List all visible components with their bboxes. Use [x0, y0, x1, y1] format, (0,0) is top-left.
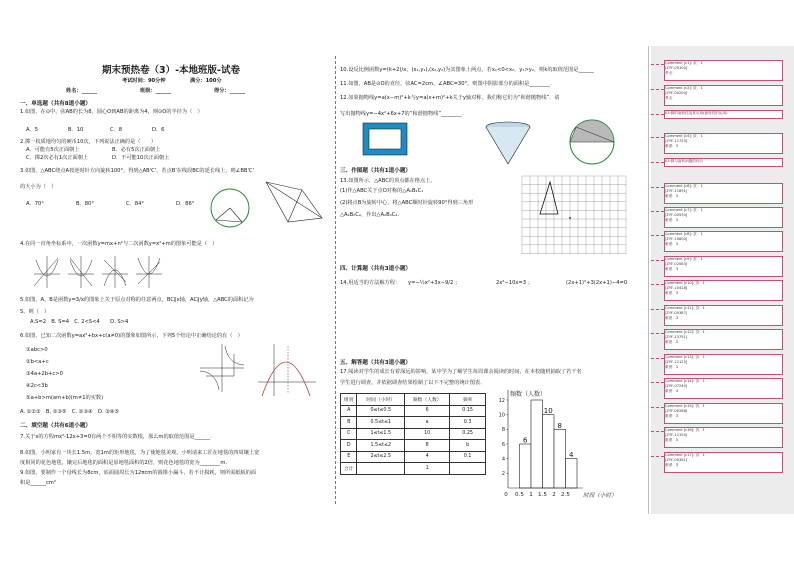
- comment-body: [ZYF-10600]: [665, 237, 688, 241]
- table-cell: 1: [405, 463, 450, 475]
- comment-body: 03:圆的旋转性及其应用(旋转性的运用): [665, 111, 728, 115]
- comment-body: [ZYF-00387]: [665, 311, 688, 315]
- q3-option-a: A．70°: [26, 201, 44, 207]
- comment-body: [ZYF-00200]: [665, 91, 688, 95]
- y-tick-label: 6: [501, 441, 505, 448]
- comment-box[interactable]: [664, 452, 783, 473]
- histogram-bar: [531, 400, 543, 488]
- question-11: 11.如图，AB是⊙O的直径，弦AC=2cm，∠ABC=30°，则图中阴影部分的面积是________.: [340, 81, 552, 87]
- table-cell: a: [405, 417, 450, 429]
- table-header: 频数（人数）: [405, 394, 450, 406]
- column-divider-right: [648, 46, 649, 514]
- histogram-bar: [520, 444, 532, 488]
- table-row: [341, 463, 486, 475]
- exam-time: 考试时间：90分钟: [122, 78, 166, 84]
- y-tick-label: 12: [498, 397, 505, 404]
- question-9-cont: 积是______cm²: [20, 480, 56, 486]
- comment-note: 难度：3: [665, 267, 679, 271]
- question-5: 5.如图，A、B是函数y=3/x的图象上关于原点对称的任意两点，BC∥x轴，AC∥y轴，△ABC的面积记为: [20, 297, 254, 303]
- table-cell: 0.5≤t≤1: [357, 417, 405, 429]
- question-12-cont: 写出抛物线y=−4x²+6x+7的“和谐抛物线”________.: [340, 111, 464, 117]
- student-score: 得分：______: [214, 88, 246, 94]
- comment-note: 难度：3: [665, 463, 679, 467]
- comment-title: Comment [c7]: 页：1: [665, 208, 703, 212]
- q11-circle-figure: [564, 116, 620, 168]
- comment-body: [ZYF-00381]: [665, 458, 688, 462]
- bar-data-label: 6: [523, 436, 528, 445]
- comment-box[interactable]: [664, 378, 783, 399]
- histogram-bar: [554, 429, 566, 488]
- comment-title: Comment [c1]: 页：1: [665, 61, 703, 65]
- question-8-cont: 度相同的花色地毯，镶完后地毯的面积是原地毯面积的2倍，则花色地毯的宽为________m.: [20, 460, 228, 466]
- q2-option-a: A．可能有5次正面朝上: [26, 147, 80, 153]
- comment-box[interactable]: [664, 354, 783, 375]
- comment-box[interactable]: [664, 110, 783, 119]
- comment-title: Comment [c14]: 页：1: [665, 379, 705, 383]
- comment-connector: [651, 260, 664, 261]
- table-cell: 1≤t≤1.5: [357, 428, 405, 440]
- question-12: 12.如果抛物线y=a(x−m)²+k与y=a(x+m)²+k关于y轴对称，我们称它们为“和谐抛物线”．请: [340, 95, 560, 101]
- question-8: 8.如图，小明家有一块长1.5m，宽1m的矩形地毯，为了使地毯美观，小明请来工匠在地毯的四周镶上宽: [20, 450, 260, 456]
- y-tick-label: 2: [501, 471, 505, 478]
- comment-connector: [651, 407, 664, 408]
- q9-cone-figure: [482, 120, 534, 166]
- comment-title: Comment [c15]: 页：1: [665, 404, 705, 408]
- question-5-cont: S，则（ ）: [20, 309, 50, 315]
- comment-title: Comment [c4]: 页：1: [665, 134, 703, 138]
- table-cell: [357, 463, 405, 475]
- table-cell: b: [450, 440, 486, 452]
- q1-option-a: A．5: [26, 127, 39, 133]
- x-tick-label: 0: [504, 492, 508, 498]
- question-3: 3.如图，△ABC绕点A按逆时针方向旋转100°，得到△AB'C'，若点B'在线段BC的延长线上，则∠BB'C': [20, 168, 254, 174]
- comment-title: Comment [c10]: 页：1: [665, 281, 705, 285]
- comment-box[interactable]: [664, 403, 783, 424]
- comment-body: [ZYF-00100]: [665, 66, 688, 70]
- comment-box[interactable]: [664, 427, 783, 448]
- q4-graph-options: [30, 252, 170, 290]
- section-drawing: 三、作图题（共有1道小题）: [340, 168, 412, 174]
- table-cell: 4: [405, 451, 450, 463]
- table-cell: 0.1: [450, 451, 486, 463]
- table-row: [341, 440, 486, 452]
- table-row: [341, 451, 486, 463]
- comment-note: 考点：: [665, 96, 676, 100]
- comment-box[interactable]: [664, 280, 783, 301]
- q3-rotation-figure: [262, 170, 332, 228]
- equation-3: (2x+1)²+3(2x+1)−4=0: [566, 280, 628, 286]
- comment-connector: [651, 64, 664, 65]
- x-tick-label: 2.5: [561, 492, 570, 498]
- comment-connector: [651, 162, 664, 163]
- comment-connector: [651, 309, 664, 310]
- comment-connector: [651, 382, 664, 383]
- comment-connector: [651, 358, 664, 359]
- y-tick-label: 8: [501, 427, 505, 434]
- page-title: 期末预热卷（3）-本地班版-试卷: [102, 65, 240, 76]
- equation-2: 2x²−10x=3 ；: [496, 280, 533, 286]
- student-class: 班级：______: [140, 88, 172, 94]
- q8-carpet-figure: [362, 122, 408, 156]
- comment-connector: [651, 235, 664, 236]
- frequency-histogram: [494, 386, 644, 504]
- comment-box[interactable]: [664, 207, 783, 228]
- comment-title: Comment [c8]: 页：1: [665, 232, 703, 236]
- comment-note: 难度：3: [665, 414, 679, 418]
- table-cell: E: [341, 451, 357, 463]
- q13-part-2: (2)将点B为旋转中心，将△ABC顺时针旋转90°得到三角形: [340, 200, 474, 206]
- table-cell: 1.5≤t≤2: [357, 440, 405, 452]
- table-row: [341, 417, 486, 429]
- q6-statement-2: ②b<a+c: [26, 359, 49, 365]
- q5-hyperbola-figure: [198, 342, 246, 394]
- table-cell: 6: [405, 405, 450, 417]
- comment-note: 难度：3: [665, 438, 679, 442]
- q13-part-1: (1)作△ABC关于点O对称的△A₁B₁C₁: [340, 188, 424, 194]
- table-header-row: [341, 394, 486, 406]
- comment-title: Comment [c17]: 页：1: [665, 453, 705, 457]
- comment-title: Comment [c13]: 页：1: [665, 355, 705, 359]
- comment-note: 难度：3: [665, 218, 679, 222]
- q1-option-c: C．8: [110, 127, 123, 133]
- table-cell: 0≤t≤0.5: [357, 405, 405, 417]
- comment-connector: [651, 137, 664, 138]
- table-cell: B: [341, 417, 357, 429]
- comment-body: [ZYF-02083]: [665, 262, 688, 266]
- x-axis-label: 时间（小时）: [583, 493, 617, 499]
- comment-title: Comment [c2]: 页：1: [665, 86, 703, 90]
- question-10: 10.设反比例函数y=(k+2)/x，(x₁,y₁),(x₂,y₂)为其图象上两点，若x₁<0<x₂，y₁>y₂，则k的取值范围是______: [340, 67, 595, 73]
- comment-body: [ZYF-00288]: [665, 409, 688, 413]
- frequency-table: [340, 393, 486, 475]
- question-3-cont: 的大小为（ ）: [20, 184, 57, 190]
- question-2: 2.掷一枚质地均匀的硬币10次，下列说法正确的是（ ）: [20, 139, 157, 145]
- comment-body: [ZYF-11753]: [665, 139, 688, 143]
- comment-note: 难度：3: [665, 242, 679, 246]
- q6-parabola-figure: [256, 342, 318, 398]
- comment-body: [ZYF-00550]: [665, 213, 688, 217]
- q6-statement-3: ③4a+2b+c>0: [26, 371, 63, 377]
- histogram-bar: [543, 415, 555, 488]
- table-header: 时间（小时）: [357, 394, 405, 406]
- y-tick-label: 10: [498, 412, 505, 419]
- comment-box[interactable]: [664, 133, 783, 154]
- x-tick-label: 0.5: [515, 492, 524, 498]
- question-9: 9.如图，要制作一个母线长为8cm，底面圆周长为12πcm的圆锥小漏斗，若不计损耗，则所需纸板的面: [20, 470, 257, 476]
- comment-note: 难度：3: [665, 144, 679, 148]
- q1-option-b: B．10: [68, 127, 84, 133]
- q2-option-c: C．掷2次必有1次正面朝上: [26, 155, 89, 161]
- comment-connector: [651, 211, 664, 212]
- student-name: 姓名：______: [66, 88, 98, 94]
- q3-option-d: D．86°: [176, 201, 195, 207]
- comment-connector: [651, 114, 664, 115]
- table-cell: [450, 463, 486, 475]
- q6-statement-4: ④2c<3b: [26, 383, 48, 389]
- q6-statement-1: ①abc>0: [26, 347, 48, 353]
- comment-note: 难度：3: [665, 389, 679, 393]
- question-6: 6.如图，已知二次函数y=ax²+bx+c(a≠0)的图象如图所示，下列5个结论中正确结论的有（ ）: [20, 333, 243, 339]
- comment-note: 难度：3: [665, 340, 679, 344]
- comment-body: [ZYF-13751]: [665, 335, 688, 339]
- question-1: 1.如图，在⊙中，弦AB的长为8，圆心O到AB的距离为4，则⊙O的半径为（ ）: [20, 109, 203, 115]
- comment-title: Comment [c6]: 页：1: [665, 184, 703, 188]
- histogram-bar: [566, 459, 578, 488]
- comment-connector: [651, 89, 664, 90]
- comment-box[interactable]: [664, 256, 783, 277]
- q2-option-b: B．必有5次正面朝上: [112, 147, 161, 153]
- comment-note: 考点：: [665, 71, 676, 75]
- comment-body: [ZYF-11891]: [665, 189, 688, 193]
- comment-connector: [651, 456, 664, 457]
- comment-box[interactable]: [664, 305, 783, 326]
- comment-box[interactable]: [664, 231, 783, 252]
- comment-note: 难度：3: [665, 365, 679, 369]
- comment-box[interactable]: [664, 183, 783, 204]
- table-cell: 0.3: [450, 417, 486, 429]
- comment-note: 难度：3: [665, 316, 679, 320]
- comment-body: 03:圆与旋转问题的综合: [665, 159, 704, 163]
- q6-options: A. ①②③ B. ②③⑤ C. ②③④ D. ③④⑤: [20, 409, 120, 415]
- full-score: 满分：100分: [190, 78, 222, 84]
- comment-title: Comment [c16]: 页：1: [665, 428, 705, 432]
- x-tick-label: 1.5: [538, 492, 547, 498]
- bar-data-label: 10: [543, 407, 553, 416]
- comment-box[interactable]: [664, 60, 783, 81]
- x-tick-label: 1: [529, 492, 533, 498]
- table-row: [341, 428, 486, 440]
- comment-body: [ZYF-07240]: [665, 384, 688, 388]
- x-tick-label: 2: [552, 492, 556, 498]
- comment-box[interactable]: [664, 329, 783, 350]
- table-cell: 0.25: [450, 428, 486, 440]
- comment-note: 难度：3: [665, 194, 679, 198]
- section-calculation: 四、计算题（共有3道小题）: [340, 266, 412, 272]
- y-tick-label: 4: [501, 456, 505, 463]
- table-cell: 0.15: [450, 405, 486, 417]
- table-header: 组别: [341, 394, 357, 406]
- equation-1: y=−½x²+3x−9/2 ；: [408, 280, 461, 286]
- table-cell: 10: [405, 428, 450, 440]
- comment-body: [ZYF-12150]: [665, 433, 688, 437]
- table-cell: 8: [405, 440, 450, 452]
- table-cell: A: [341, 405, 357, 417]
- table-row: [341, 405, 486, 417]
- table-cell: 2≤t≤2.5: [357, 451, 405, 463]
- bar-data-label: 8: [557, 421, 562, 430]
- comment-body: [ZYF-12125]: [665, 360, 688, 364]
- table-cell: 合计: [341, 463, 357, 475]
- question-14: 14.用适当的方法解方程：: [340, 280, 401, 286]
- section-answers: 五、解答题（共有3道小题）: [340, 360, 412, 366]
- comment-box[interactable]: [664, 85, 783, 106]
- q2-option-d: D．不可能10次正面朝上: [112, 155, 170, 161]
- column-divider-left: [335, 56, 336, 504]
- comment-box[interactable]: [664, 158, 783, 167]
- q6-statement-5: ⑤a+b>m(am+b)(m≠1的实数): [26, 395, 104, 401]
- q3-circle-figure: [206, 186, 258, 230]
- comment-connector: [651, 284, 664, 285]
- table-header: 频率: [450, 394, 486, 406]
- question-13: 13.如图所示，△ABC的顶点都在格点上，: [340, 178, 436, 184]
- question-17: 17.阅读对学生的成长有着深远的影响，某中学为了解学生每周课余阅读的时间，在本校随机抽取了若干名: [340, 369, 582, 375]
- comment-note: 难度：3: [665, 291, 679, 295]
- q13-part-3: △A₂B₂C₂，作出△A₂B₂C₂.: [340, 212, 400, 218]
- table-cell: C: [341, 428, 357, 440]
- question-7: 7.关于x的方程mx²-12x+3=0有两个不相等的实数根，那么m的取值范围是______.: [20, 434, 212, 440]
- comment-title: Comment [c9]: 页：1: [665, 257, 703, 261]
- question-4: 4.在同一直角坐标系中，一次函数y=mx+n²与二次函数y=x²+m的图象可能是（ ）: [20, 241, 218, 247]
- section-single-choice: 一、单选题（共有8道小题）: [20, 101, 92, 107]
- q3-option-c: C．84°: [126, 201, 145, 207]
- y-axis-label: 频数（人数）: [510, 391, 547, 398]
- comment-connector: [651, 333, 664, 334]
- table-cell: D: [341, 440, 357, 452]
- comment-connector: [651, 431, 664, 432]
- comment-title: Comment [c12]: 页：1: [665, 330, 705, 334]
- comment-body: [ZYF-10418]: [665, 286, 688, 290]
- comment-title: Comment [c11]: 页：1: [665, 306, 705, 310]
- bar-data-label: 4: [569, 451, 574, 460]
- question-17-cont: 学生进行调查，并依据调查结果绘制了以下不完整的统计图表．: [340, 380, 486, 386]
- q5-options: A.S=2 B. S=4 C. 2<S<4 D. S>4: [30, 319, 129, 325]
- q13-grid-figure: [520, 174, 630, 256]
- section-fill-blank: 二、填空题（共有6道小题）: [20, 423, 92, 429]
- q1-option-d: D．6: [152, 127, 165, 133]
- q3-option-b: B．80°: [76, 201, 94, 207]
- comment-connector: [651, 187, 664, 188]
